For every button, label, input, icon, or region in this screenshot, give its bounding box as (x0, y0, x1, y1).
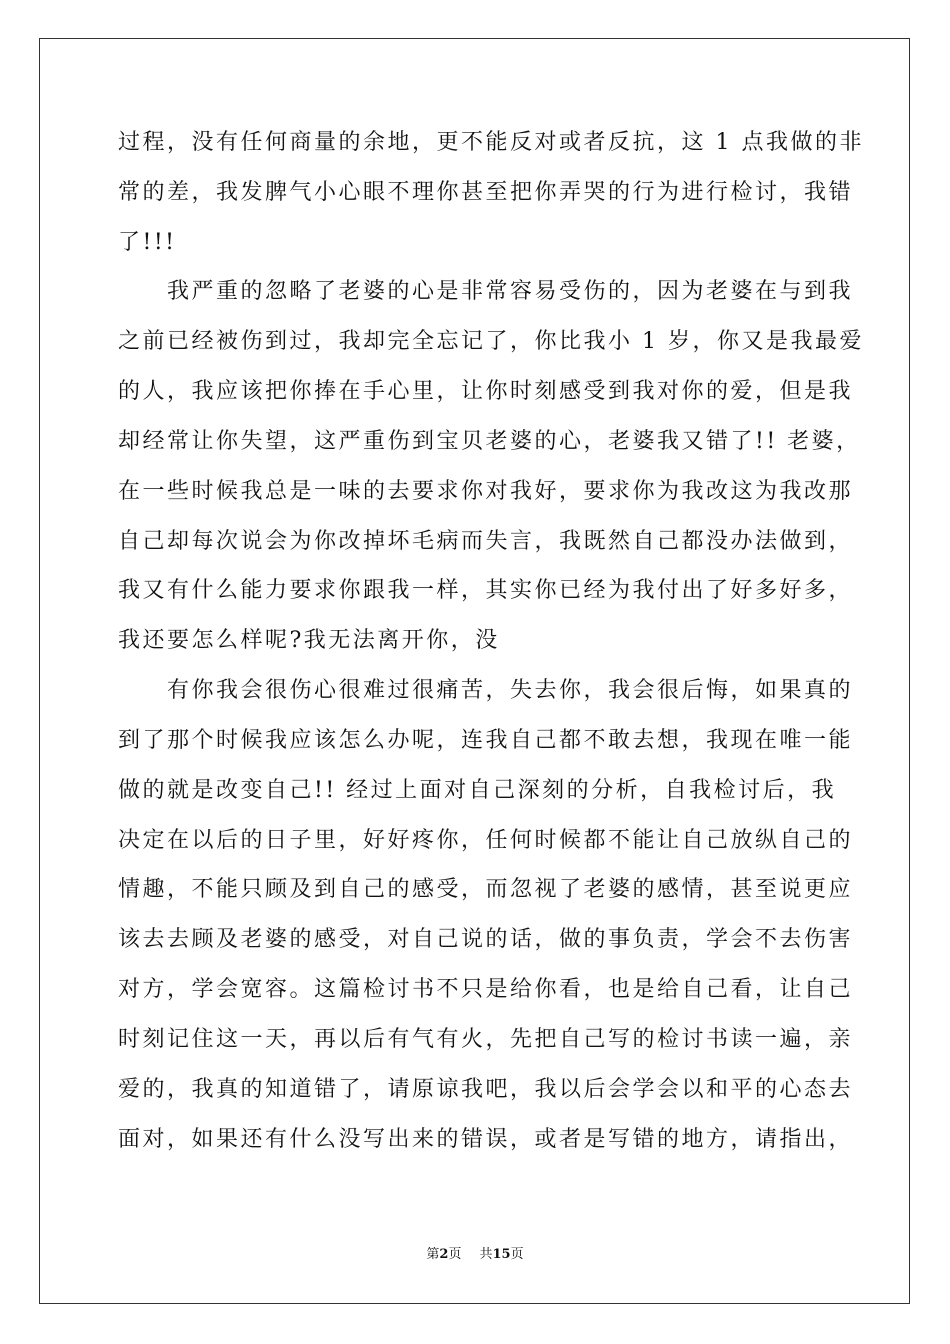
text-line: 面对，如果还有什么没写出来的错误，或者是写错的地方，请指出， (118, 1127, 854, 1152)
text-line: 之前已经被伤到过，我却完全忘记了，你比我小 1 岁，你又是我最爱 (118, 329, 864, 354)
text-line: 情趣，不能只顾及到自己的感受，而忽视了老婆的感情，甚至说更应 (118, 877, 854, 902)
text-line: 有你我会很伤心很难过很痛苦，失去你，我会很后悔，如果真的 (118, 678, 854, 703)
page-footer (0, 1245, 950, 1265)
text-line: 常的差，我发脾气小心眼不理你甚至把你弄哭的行为进行检讨，我错 (118, 180, 854, 205)
text-line: 了!!! (118, 230, 177, 255)
text-line: 却经常让你失望，这严重伤到宝贝老婆的心，老婆我又错了!! 老婆， (118, 429, 861, 454)
text-line: 爱的，我真的知道错了，请原谅我吧，我以后会学会以和平的心态去 (118, 1077, 854, 1102)
text-line: 的人，我应该把你捧在手心里，让你时刻感受到我对你的爱，但是我 (118, 379, 854, 404)
total-pages-label: 共15页 (479, 1247, 524, 1262)
text-line: 在一些时候我总是一味的去要求你对我好，要求你为我改这为我改那 (118, 479, 854, 504)
page-number-label: 第2页 (426, 1247, 462, 1262)
text-line: 我又有什么能力要求你跟我一样，其实你已经为我付出了好多好多， (118, 578, 854, 603)
text-line: 过程，没有任何商量的余地，更不能反对或者反抗，这 1 点我做的非 (118, 130, 864, 155)
text-line: 自己却每次说会为你改掉坏毛病而失言，我既然自己都没办法做到， (118, 529, 854, 554)
text-line: 我严重的忽略了老婆的心是非常容易受伤的，因为老婆在与到我 (118, 279, 854, 304)
text-line: 该去去顾及老婆的感受，对自己说的话，做的事负责，学会不去伤害 (118, 927, 854, 952)
text-line: 对方，学会宽容。这篇检讨书不只是给你看，也是给自己看，让自己 (118, 977, 854, 1002)
text-line: 做的就是改变自己!! 经过上面对自己深刻的分析，自我检讨后，我 (118, 778, 837, 803)
text-line: 时刻记住这一天，再以后有气有火，先把自己写的检讨书读一遍，亲 (118, 1027, 854, 1052)
text-line: 决定在以后的日子里，好好疼你，任何时候都不能让自己放纵自己的 (118, 828, 854, 853)
text-line: 到了那个时候我应该怎么办呢，连我自己都不敢去想，我现在唯一能 (118, 728, 854, 753)
text-line: 我还要怎么样呢?我无法离开你，没 (118, 628, 500, 653)
